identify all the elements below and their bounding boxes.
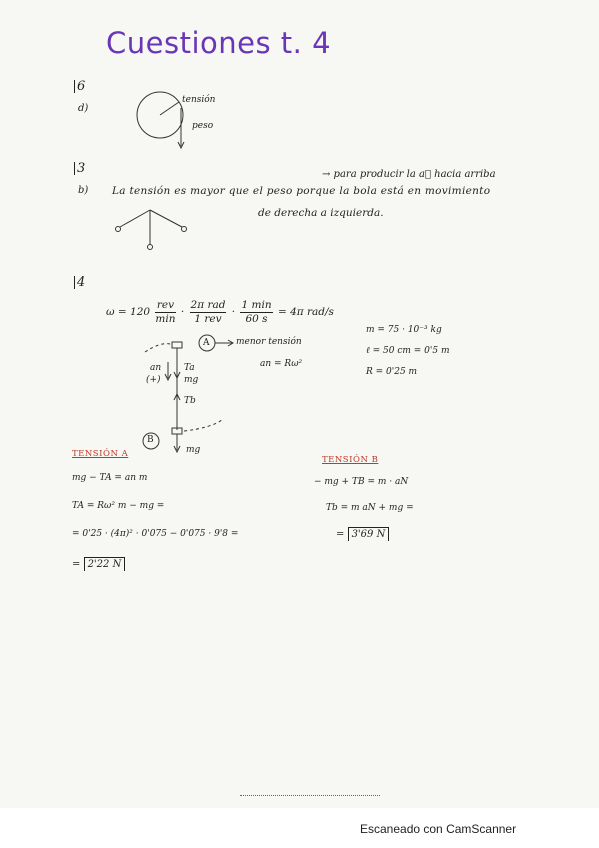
tension-a-eq3: = 0'25 · (4π)² · 0'075 − 0'075 · 9'8 = (72, 529, 239, 539)
vertical-circle-diagram (140, 332, 270, 462)
fraction-rad-rev (190, 300, 227, 324)
fraction-numerator: 2π rad (190, 299, 226, 311)
q3-line1: La tensión es mayor que el peso porque la bola está en movimiento (112, 185, 491, 197)
tension-b-result: = 3'69 N (336, 530, 389, 540)
an-vector-label: an (150, 363, 162, 373)
tension-b-result-value: 3'69 N (348, 527, 390, 541)
an-formula: an = Rω² (260, 359, 303, 369)
camscanner-watermark: Escaneado con CamScanner (360, 822, 517, 836)
page-title: Cuestiones t. 4 (106, 26, 332, 60)
tb-label: Tb (184, 396, 196, 406)
tension-b-heading: TENSIÓN B (322, 455, 379, 465)
tension-b-eq2: Tb = m aN + mg = (326, 503, 414, 513)
pendulum-diagram (110, 205, 200, 255)
tension-b-eq1: − mg + TB = m · aN (314, 477, 409, 487)
q6-number: 6 (74, 80, 85, 93)
q3-note: → para producir la a⃗ hacia arriba (322, 169, 496, 180)
omega-equation: ω = 120 $\frac{\text{rev}}{\min}$ · $\frac{\text{2π rad}}{\text{1 rev}}$ · $\frac{1 \min}{60 s}$ = 4π rad/s (106, 299, 334, 325)
fraction-numerator: 1 min (241, 299, 272, 311)
q4-number: 4 (74, 276, 85, 289)
label-tension: tensión (182, 95, 216, 105)
q3-letter: b) (78, 185, 89, 196)
tension-a-result-value: 2'22 N (84, 557, 126, 571)
fraction-rev-min (155, 300, 175, 324)
mg-label-a: mg (184, 375, 199, 385)
fraction-numerator: rev (156, 299, 175, 311)
point-a-label: A (203, 338, 210, 348)
tension-a-eq2: TA = Rω² m − mg = (72, 501, 165, 511)
scan-edge-dots (240, 795, 380, 796)
fraction-denominator: 1 rev (194, 312, 222, 325)
omega-result: = 4π rad/s (277, 306, 334, 318)
fraction-min-s (240, 300, 272, 324)
length-value: ℓ = 50 cm = 0'5 m (366, 346, 450, 356)
q3-line2: de derecha a izquierda. (258, 207, 384, 219)
plus-direction-label: (+) (146, 375, 161, 385)
point-b-label: B (147, 435, 154, 445)
fraction-denominator: 60 s (245, 312, 268, 325)
label-peso: peso (192, 121, 214, 131)
tension-a-result: = 2'22 N (72, 560, 125, 570)
omega-lhs: ω = 120 (106, 306, 151, 318)
tension-a-eq1: mg − TA = an m (72, 473, 148, 483)
mg-label-b: mg (186, 445, 201, 455)
fraction-denominator: min (155, 312, 176, 325)
mass-value: m = 75 · 10⁻³ kg (366, 325, 442, 335)
q3-number: 3 (74, 162, 85, 175)
menor-tension-label: menor tensión (236, 337, 302, 347)
tension-a-heading: TENSIÓN A (72, 449, 129, 459)
q6-letter: d) (78, 103, 89, 114)
radius-value: R = 0'25 m (366, 367, 418, 377)
ta-label: Ta (184, 363, 195, 373)
